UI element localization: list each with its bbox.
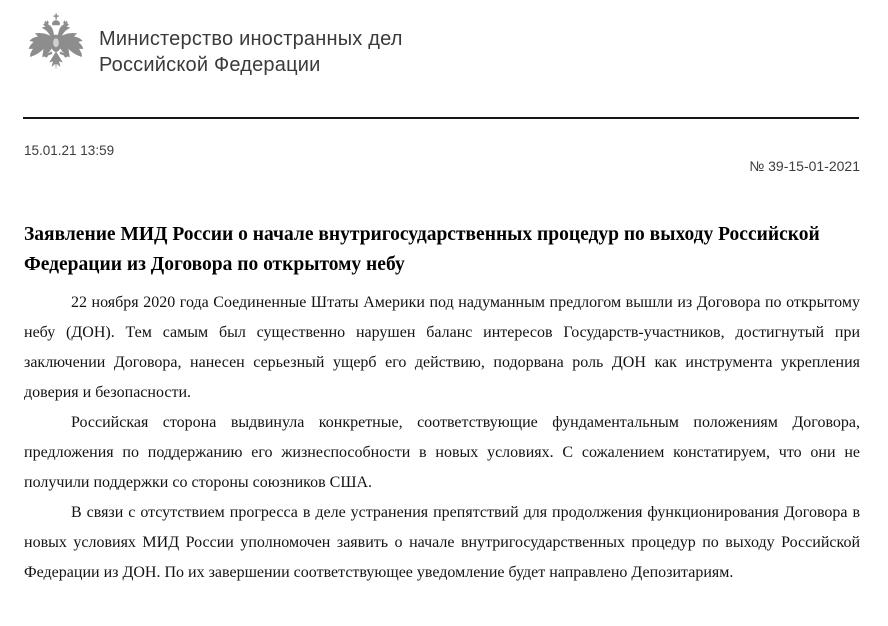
ministry-name (99, 12, 403, 78)
header-divider (23, 117, 859, 119)
document-paragraph: Российская сторона выдвинула конкретные, соответствующие фундаментальным положениям Договора, предложения по поддержанию его жизнеспособности в новых условиях. С сожалением констатируем, что они не получили поддержки со стороны союзников США. (24, 414, 860, 491)
document-title: Заявление МИД России о начале внутригосударственных процедур по выходу Российской Федерации из Договора по открытому небу (24, 224, 820, 275)
document-paragraph: В связи с отсутствием прогресса в деле устранения препятствий для продолжения функционирования Договора в новых условиях МИД России уполномочен заявить о начале внутригосударственных процедур по выходу Российской Федерации из ДОН. По их завершении соответствующее уведомление будет направлено Депозитариям. (24, 504, 860, 581)
double-headed-eagle-icon (25, 12, 87, 82)
ministry-header (25, 12, 403, 82)
ministry-name-line1: Министерство иностранных дел (99, 28, 403, 50)
document-number: № 39-15-01-2021 (749, 158, 860, 174)
ministry-name-line2: Российской Федерации (99, 54, 321, 76)
document-paragraph: 22 ноября 2020 года Соединенные Штаты Америки под надуманным предлогом вышли из Договора по открытому небу (ДОН). Тем самым был существенно нарушен баланс интересов Государств-участников, достигнутый при заключении Договора, нанесен серьезный ущерб его действию, подорвана роль ДОН как инструмента укрепления доверия и безопасности. (24, 294, 860, 401)
timestamp: 15.01.21 13:59 (24, 143, 115, 158)
document-body (24, 288, 860, 588)
